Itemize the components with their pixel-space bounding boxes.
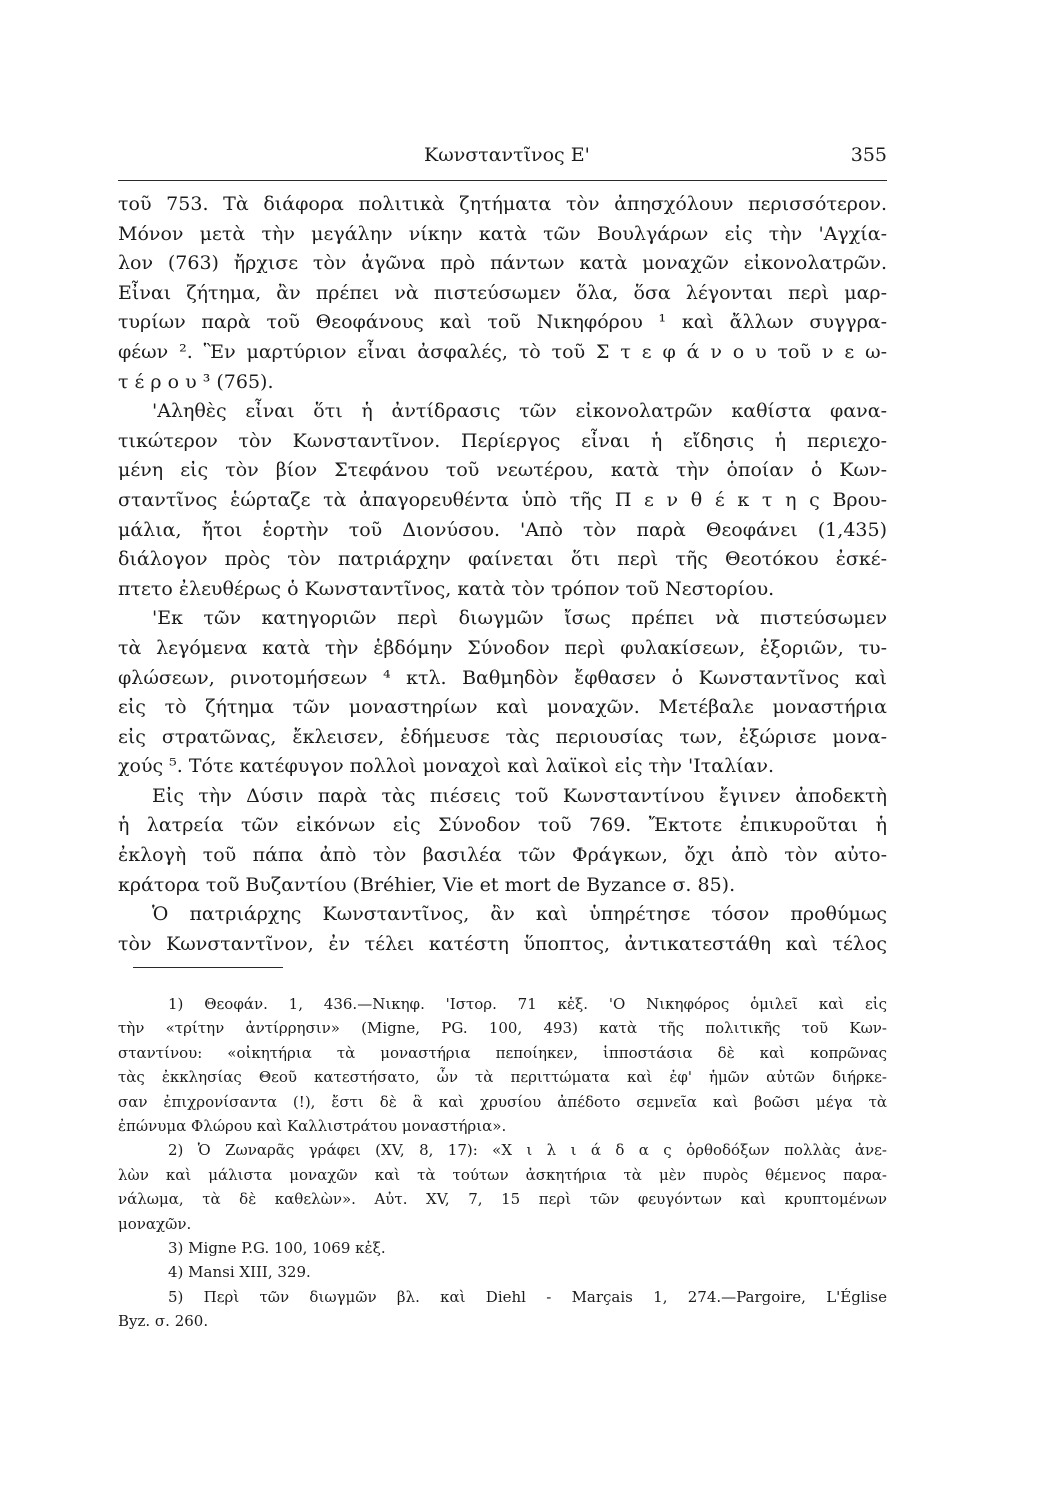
footnotes [118, 992, 887, 1333]
text-line: ἐκλογὴ τοῦ πάπα ἀπὸ τὸν βασιλέα τῶν Φράγκων, ὄχι ἀπὸ τὸν αὐτο- [118, 844, 887, 867]
text-line: χούς ⁵. Τότε κατέφυγον πολλοὶ μοναχοὶ καὶ λαϊκοὶ εἰς τὴν 'Ιταλίαν. [118, 755, 774, 778]
text-line: Ὁ πατριάρχης Κωνσταντῖνος, ἂν καὶ ὑπηρέτησε τόσον προθύμως [152, 903, 887, 926]
header-rule [118, 180, 887, 181]
text-line: 'Εκ τῶν κατηγοριῶν περὶ διωγμῶν ἴσως πρέπει νὰ πιστεύσωμεν [152, 607, 887, 630]
footnote-line: 5) Περὶ τῶν διωγμῶν βλ. καὶ Diehl - Marçais 1, 274.—Pargoire, L'Église [168, 1287, 887, 1306]
text-line: τικώτερον τὸν Κωνσταντῖνον. Περίεργος εἶναι ἡ εἴδησις ἡ περιεχο- [118, 429, 887, 452]
footnote-line: ἐπώνυμα Φλώρου καὶ Καλλιστράτου μοναστήρια». [118, 1116, 507, 1135]
footnote-line: Byz. σ. 260. [118, 1312, 209, 1331]
text-line: Εἰς τὴν Δύσιν παρὰ τὰς πιέσεις τοῦ Κωνσταντίνου ἔγινεν ἀποδεκτὴ [152, 784, 887, 807]
text-line: λον (763) ἤρχισε τὸν ἀγῶνα πρὸ πάντων κατὰ μοναχῶν εἰκονολατρῶν. [118, 252, 887, 275]
footnote-line: μοναχῶν. [118, 1214, 192, 1233]
text-line: 'Αληθὲς εἶναι ὅτι ἡ ἀντίδρασις τῶν εἰκονολατρῶν καθίστα φανα- [152, 400, 887, 423]
footnote-line: νάλωμα, τὰ δὲ καθελὼν». Αὐτ. XV, 7, 15 περὶ τῶν φευγόντων καὶ κρυπτομένων [118, 1190, 887, 1209]
footnote-line: 3) Migne P.G. 100, 1069 κἑξ. [168, 1238, 386, 1257]
body-text [118, 190, 887, 959]
text-line: διάλογον πρὸς τὸν πατριάρχην φαίνεται ὅτι περὶ τῆς Θεοτόκου ἐσκέ- [118, 548, 887, 571]
text-line: Εἶναι ζήτημα, ἂν πρέπει νὰ πιστεύσωμεν ὅλα, ὅσα λέγονται περὶ μαρ- [118, 281, 887, 304]
text-line: τ έ ρ ο υ ³ (765). [118, 370, 274, 393]
text-line: εἰς στρατῶνας, ἔκλεισεν, ἐδήμευσε τὰς περιουσίας των, ἐξώρισε μονα- [118, 725, 887, 748]
text-line: εἰς τὸ ζήτημα τῶν μοναστηρίων καὶ μοναχῶν. Μετέβαλε μοναστήρια [118, 696, 887, 719]
text-line: Μόνον μετὰ τὴν μεγάλην νίκην κατὰ τῶν Βουλγάρων εἰς τὴν 'Αγχία- [118, 222, 887, 245]
footnote-line: 1) Θεοφάν. 1, 436.—Νικηφ. 'Ιστορ. 71 κἑξ. 'Ο Νικηφόρος ὁμιλεῖ καὶ εἰς [168, 995, 887, 1013]
running-title: Κωνσταντῖνος Ε' [424, 144, 590, 166]
text-line: φλώσεων, ρινοτομήσεων ⁴ κτλ. Βαθμηδὸν ἔφθασεν ὁ Κωνσταντῖνος καὶ [118, 666, 887, 689]
text-line: πτετο ἐλευθέρως ὁ Κωνσταντῖνος, κατὰ τὸν τρόπον τοῦ Νεστορίου. [118, 577, 775, 600]
footnote-line: λὼν καὶ μάλιστα μοναχῶν καὶ τὰ τούτων ἀσκητήρια τὰ μὲν πυρὸς θέμενος παρα- [118, 1165, 887, 1184]
text-line: τοῦ 753. Τὰ διάφορα πολιτικὰ ζητήματα τὸν ἀπησχόλουν περισσότερον. [118, 193, 887, 215]
running-head [118, 144, 887, 172]
footnote-line: σαν ἐπιχρονίσαντα (!), ἔστι δὲ ἃ καὶ χρυσίου ἀπέδοτο σεμνεῖα καὶ βοῶσι μέγα τὰ [118, 1092, 887, 1111]
footnote-line: 4) Mansi XIII, 329. [168, 1263, 311, 1282]
footnote-line: τὴν «τρίτην ἀντίρρησιν» (Migne, PG. 100, 493) κατὰ τῆς πολιτικῆς τοῦ Κων- [118, 1019, 887, 1038]
text-line: τυρίων παρὰ τοῦ Θεοφάνους καὶ τοῦ Νικηφόρου ¹ καὶ ἄλλων συγγρα- [118, 311, 887, 334]
footnote-line: σταντίνου: «οἰκητήρια τὰ μοναστήρια πεποίηκεν, ἱπποστάσια δὲ καὶ κοπρῶνας [118, 1043, 887, 1062]
text-line: μένη εἰς τὸν βίον Στεφάνου τοῦ νεωτέρου, κατὰ τὴν ὁποίαν ὁ Κων- [118, 459, 887, 482]
text-line: φέων ². Ἓν μαρτύριον εἶναι ἀσφαλές, τὸ τοῦ Σ τ ε φ ά ν ο υ τοῦ ν ε ω- [118, 340, 887, 363]
text-line: μάλια, ἤτοι ἑορτὴν τοῦ Διονύσου. 'Απὸ τὸν παρὰ Θεοφάνει (1,435) [118, 518, 887, 541]
footnote-line: 2) Ὁ Ζωναρᾶς γράφει (XV, 8, 17): «Χ ι λ ι ά δ α ς ὀρθοδόξων πολλὰς ἀνε- [168, 1141, 887, 1160]
text-line: κράτορα τοῦ Βυζαντίου (Bréhier, Vie et mort de Byzance σ. 85). [118, 873, 736, 896]
footnote-line: τὰς ἐκκλησίας Θεοῦ κατεστήσατο, ὧν τὰ περιττώματα καὶ ἐφ' ἡμῶν αὐτῶν διήρκε- [118, 1068, 887, 1087]
text-line: σταντῖνος ἑώρταζε τὰ ἀπαγορευθέντα ὑπὸ τῆς Π ε ν θ έ κ τ η ς Βρου- [118, 488, 887, 511]
text-line: ἡ λατρεία τῶν εἰκόνων εἰς Σύνοδον τοῦ 769. Ἔκτοτε ἐπικυροῦται ἡ [118, 814, 887, 837]
text-line: τὸν Κωνσταντῖνον, ἐν τέλει κατέστη ὕποπτος, ἀντικατεστάθη καὶ τέλος [118, 932, 887, 955]
page-number: 355 [850, 144, 887, 166]
footnote-rule [133, 967, 283, 968]
text-line: τὰ λεγόμενα κατὰ τὴν ἑβδόμην Σύνοδον περὶ φυλακίσεων, ἐξοριῶν, τυ- [118, 636, 887, 659]
